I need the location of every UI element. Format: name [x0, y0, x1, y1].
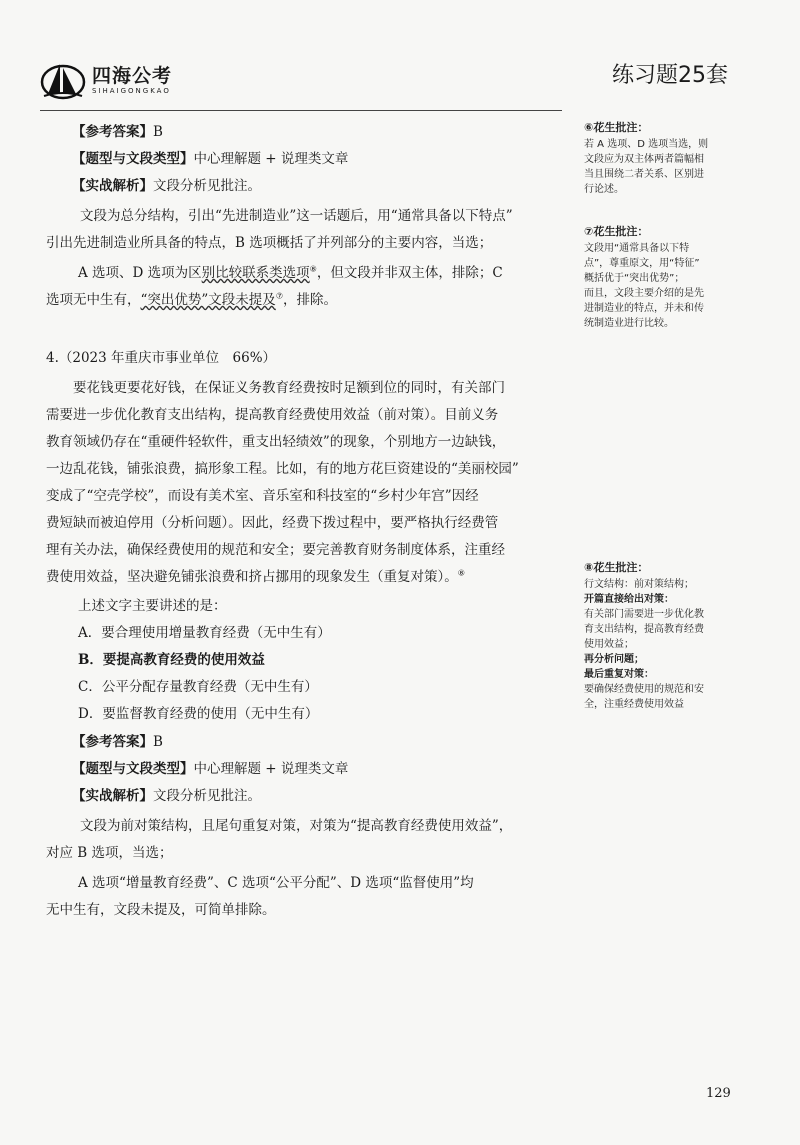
sail-logo-icon — [40, 60, 86, 100]
answer-value: B — [153, 124, 163, 140]
page-number: 129 — [706, 1086, 731, 1101]
analysis-value: 文段分析见批注。 — [153, 788, 261, 804]
logo-english-text: SIHAIGONGKAO — [92, 86, 171, 95]
type-label: 【题型与文段类型】 — [72, 151, 194, 167]
q4-analysis-line — [72, 784, 261, 804]
q4-heading: 4.（2023 年重庆市事业单位 66%） — [46, 350, 277, 366]
side-note-title: ⑦花生批注： — [584, 225, 649, 238]
side-note-title: ⑧花生批注： — [584, 561, 649, 574]
passage-last-text: 费使用效益，坚决避免铺张浪费和挤占挪用的现象发生（重复对策）。 — [46, 569, 458, 585]
type-value: 中心理解题 + 说理类文章 — [193, 761, 349, 777]
answer-label: 【参考答案】 — [72, 124, 153, 140]
q3-analysis-line — [72, 174, 261, 194]
page-header-title: 练习题25套 — [612, 63, 728, 88]
side-note-line: 全，注重经费使用效益 — [584, 699, 684, 710]
q4-passage-line-6: 费短缺而被迫停用（分析问题）。因此，经费下拨过程中，要严格执行经费管 — [46, 515, 499, 531]
side-note-6 — [584, 120, 734, 197]
underlined-phrase-compare: 别比较联系类选项 — [201, 265, 310, 281]
side-note-line: 进制造业的特点，并未和传 — [584, 303, 704, 314]
q4-question: 上述文字主要讲述的是： — [78, 598, 227, 614]
q4-passage-line-4: 一边乱花钱，铺张浪费，搞形象工程。比如，有的地方花巨资建设的“美丽校园” — [46, 461, 519, 477]
q4-passage-line-5: 变成了“空壳学校”，而设有美术室、音乐室和科技室的“乡村少年宫”因经 — [46, 488, 479, 504]
q4-passage-line-3: 教育领域仍存在“重硬件轻软件，重支出轻绩效”的现象，个别地方一边缺钱， — [46, 434, 506, 450]
q4-expl2-line1: A 选项“增量教育经费”、C 选项“公平分配”、D 选项“监督使用”均 — [78, 875, 474, 891]
side-note-line: 若 A 选项、D 选项当选，则 — [584, 139, 709, 150]
side-note-line: 有关部门需要进一步优化教 — [584, 609, 704, 620]
answer-value: B — [153, 734, 163, 750]
analysis-value: 文段分析见批注。 — [153, 178, 261, 194]
q3-para2-line1 — [78, 261, 503, 281]
para2-text-e: ，排除。 — [282, 292, 337, 308]
type-value: 中心理解题 + 说理类文章 — [193, 151, 349, 167]
q4-passage-line-1: 要花钱更要花好钱，在保证义务教育经费按时足额到位的同时，有关部门 — [46, 380, 505, 396]
note-ref-8: ⑧ — [457, 568, 465, 578]
analysis-label: 【实战解析】 — [72, 788, 153, 804]
q4-passage-line-7: 理有关办法，确保经费使用的规范和安全；要完善教育财务制度体系，注重经 — [46, 542, 505, 558]
side-note-line: 概括优于“突出优势”； — [584, 273, 685, 284]
q4-expl1-line2: 对应 B 选项，当选； — [46, 845, 173, 861]
q4-option-d: D．要监督教育经费的使用（无中生有） — [78, 706, 319, 722]
logo-chinese-text: 四海公考 — [92, 64, 173, 87]
side-note-line: 文段应为双主体两者篇幅相 — [584, 154, 704, 165]
side-note-line: 文段用“通常具备以下特 — [584, 243, 690, 254]
para2-text-a: A 选项、D 选项为区 — [78, 265, 202, 281]
q4-passage-line-2: 需要进一步优化教育支出结构，提高教育经费使用效益（前对策）。目前义务 — [46, 407, 499, 423]
q3-answer-line — [72, 120, 163, 140]
side-note-8 — [584, 560, 734, 712]
side-note-line: 行论述。 — [584, 184, 624, 195]
q3-para1-line1: 文段为总分结构，引出“先进制造业”这一话题后，用“通常具备以下特点” — [80, 208, 513, 224]
side-note-line: 开篇直接给出对策： — [584, 594, 674, 605]
answer-label: 【参考答案】 — [72, 734, 153, 750]
side-note-line: 统制造业进行比较。 — [584, 318, 674, 329]
q4-option-b: B．要提高教育经费的使用效益 — [78, 652, 265, 668]
q4-option-c: C．公平分配存量教育经费（无中生有） — [78, 679, 318, 695]
side-note-line: 再分析问题； — [584, 654, 644, 665]
q3-para2-line2 — [46, 288, 337, 308]
q4-passage-line-8 — [46, 565, 465, 585]
side-note-line: 育支出结构，提高教育经费 — [584, 624, 704, 635]
q4-expl2-line2: 无中生有，文段未提及，可简单排除。 — [46, 902, 276, 918]
type-label: 【题型与文段类型】 — [72, 761, 194, 777]
q4-type-line — [72, 757, 348, 777]
para2-text-d: 选项无中生有， — [46, 292, 141, 308]
underlined-phrase-advantage: “突出优势”文段未提及 — [140, 292, 276, 308]
note-ref-7: ⑦ — [275, 291, 283, 301]
q4-option-a: A．要合理使用增量教育经费（无中生有） — [78, 625, 331, 641]
brand-logo — [40, 60, 172, 100]
analysis-label: 【实战解析】 — [72, 178, 153, 194]
q4-expl1-line1: 文段为前对策结构，且尾句重复对策，对策为“提高教育经费使用效益”， — [80, 818, 513, 834]
side-note-line: 当且围绕二者关系、区别进 — [584, 169, 704, 180]
side-note-line: 点”，尊重原文，用“特征” — [584, 258, 700, 269]
header-divider — [40, 110, 562, 111]
side-note-line: 而且，文段主要介绍的是先 — [584, 288, 704, 299]
side-note-line: 行文结构：前对策结构； — [584, 579, 694, 590]
side-note-line: 最后重复对策： — [584, 669, 654, 680]
side-note-line: 使用效益； — [584, 639, 634, 650]
side-note-line: 要确保经费使用的规范和安 — [584, 684, 704, 695]
q4-answer-line — [72, 730, 163, 750]
q3-para1-line2: 引出先进制造业所具备的特点，B 选项概括了并列部分的主要内容，当选； — [46, 235, 493, 251]
q3-type-line — [72, 147, 348, 167]
note-ref-8: ⑧ — [309, 264, 317, 274]
side-note-7 — [584, 224, 734, 331]
side-note-title: ⑥花生批注： — [584, 121, 649, 134]
para2-text-c: ，但文段并非双主体，排除；C — [316, 265, 503, 281]
